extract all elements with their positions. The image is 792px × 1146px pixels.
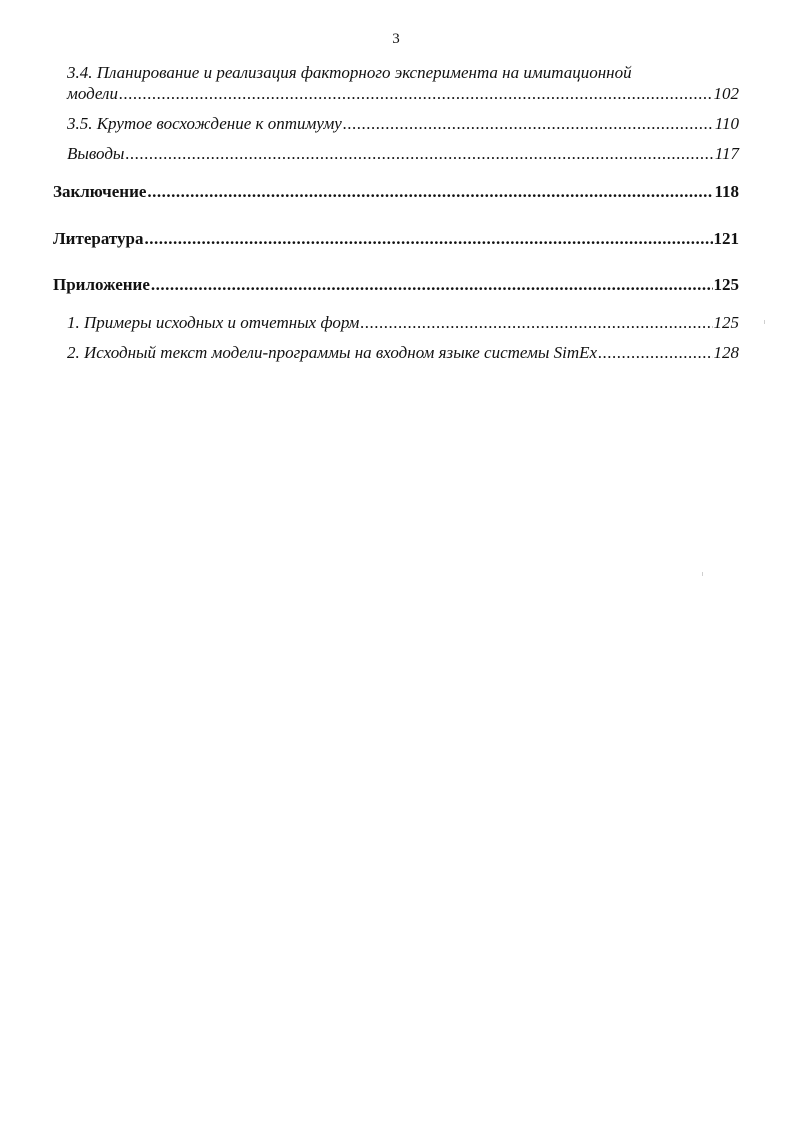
toc-entry-3-5-title: 3.5. Крутое восхождение к оптимуму: [67, 114, 342, 133]
toc-entry-prilozhenie-page: 125: [713, 275, 739, 294]
toc-entry-prilozhenie[interactable]: [53, 274, 739, 296]
toc-entry-3-4-title-line1: 3.4. Планирование и реализация факторного эксперимента на имитационной: [67, 63, 632, 82]
toc-entry-zaklyuchenie[interactable]: [53, 181, 739, 203]
toc-entry-conclusions-title: Выводы: [67, 144, 125, 163]
toc-entry-appendix-1[interactable]: [53, 312, 739, 334]
toc-entry-appendix-2-page: 128: [713, 343, 739, 362]
dot-leader: [119, 83, 713, 105]
toc-entry-literatura-title: Литература: [53, 229, 144, 248]
dot-leader: [151, 274, 713, 296]
toc-entry-zaklyuchenie-title: Заключение: [53, 182, 147, 201]
toc-entry-literatura[interactable]: [53, 228, 739, 250]
table-of-contents: [53, 62, 739, 364]
toc-entry-zaklyuchenie-page: 118: [714, 182, 739, 201]
toc-entry-3-5-page: 110: [714, 114, 739, 133]
dot-leader: [144, 228, 712, 250]
toc-entry-appendix-1-page: 125: [713, 313, 739, 332]
toc-entry-appendix-2[interactable]: [53, 342, 739, 364]
dot-leader: [598, 342, 712, 364]
toc-entry-3-5[interactable]: [53, 113, 739, 135]
toc-entry-3-4-page: 102: [713, 84, 739, 103]
dot-leader: [125, 143, 713, 165]
dot-leader: [343, 113, 714, 135]
scan-speck: [702, 572, 703, 576]
toc-entry-prilozhenie-title: Приложение: [53, 275, 150, 294]
toc-entry-appendix-1-title: 1. Примеры исходных и отчетных форм: [67, 313, 360, 332]
toc-entry-conclusions[interactable]: [53, 143, 739, 165]
toc-entry-appendix-2-title: 2. Исходный текст модели-программы на входном языке системы SimEx: [67, 343, 598, 362]
page-number: 3: [392, 31, 400, 47]
toc-entry-3-4-title-line2: модели: [67, 84, 118, 103]
toc-entry-conclusions-page: 117: [714, 144, 739, 163]
dot-leader: [360, 312, 712, 334]
dot-leader: [147, 181, 713, 203]
toc-entry-literatura-page: 121: [713, 229, 739, 248]
scan-speck: [764, 320, 765, 324]
toc-entry-3-4[interactable]: [53, 62, 739, 105]
